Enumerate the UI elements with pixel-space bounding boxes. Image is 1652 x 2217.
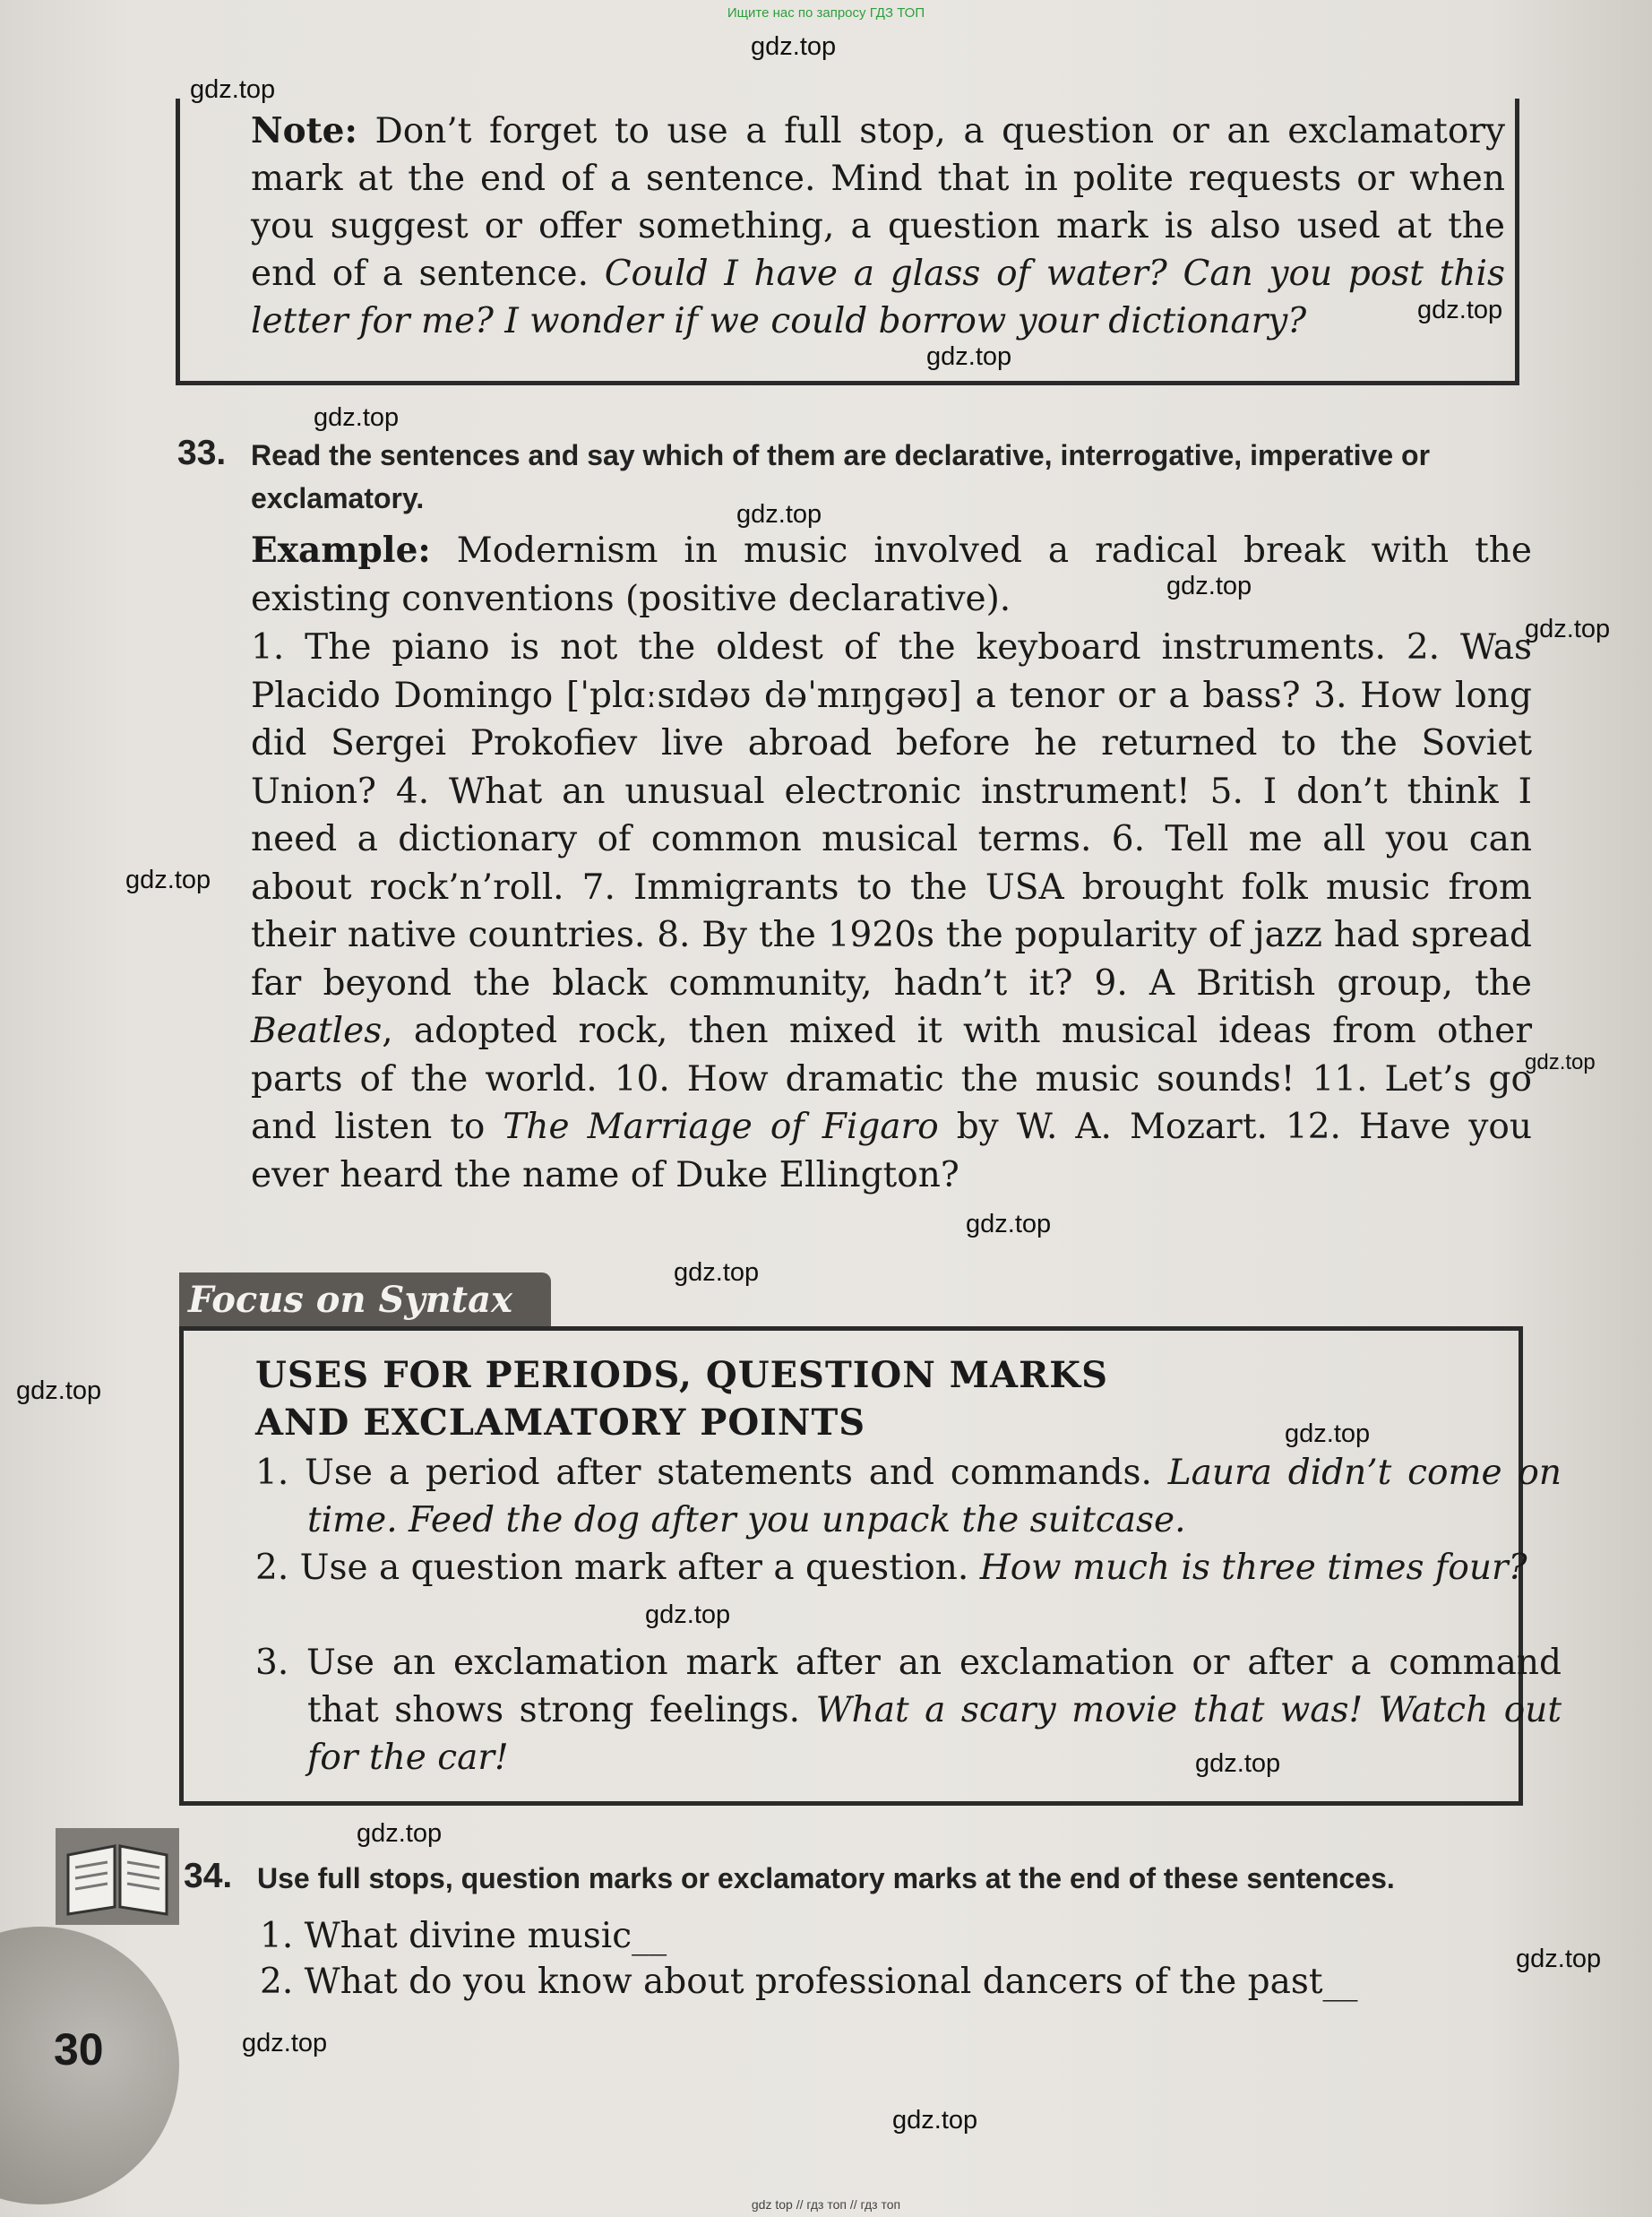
watermark: gdz.top: [736, 500, 822, 529]
exercise-33-title: Read the sentences and say which of them are declarative, interrogative, imperative or exclamatory.: [251, 439, 1431, 514]
example-text: Modernism in music involved a radical break with the existing conventions (positive declarative).: [251, 531, 1532, 619]
watermark: gdz.top: [190, 75, 276, 104]
exercise-33-sentences: [251, 624, 1532, 1199]
watermark: gdz.top: [645, 1600, 731, 1629]
opera-title: The Marriage of Figaro: [503, 1107, 939, 1147]
focus-heading: [255, 1351, 1108, 1446]
watermark: gdz.top: [357, 1819, 443, 1848]
exercise-34-line-2: 2. What do you know about professional dancers of the past__: [260, 1962, 1358, 2002]
focus-item-3-example: What a scary movie that was! Watch out for the car!: [307, 1690, 1562, 1778]
focus-item-2-example: How much is three times four?: [979, 1548, 1527, 1588]
focus-item-3: [255, 1639, 1562, 1781]
focus-item-1-example: Laura didn’t come on time. Feed the dog after you unpack the suitcase.: [307, 1453, 1562, 1540]
focus-item-2-text: 2. Use a question mark after a question.: [255, 1548, 980, 1588]
watermark: gdz.top: [242, 2029, 328, 2057]
sentences-part-3: by W. A. Mozart. 12. Have you ever heard the name of Duke Ellington?: [251, 1107, 1532, 1195]
watermark: gdz.top: [1525, 1050, 1596, 1074]
watermark: gdz.top: [16, 1376, 102, 1405]
note-body: Don’t forget to use a full stop, a question or an exclamatory mark at the end of a sentence. Mind that in polite requests or when you suggest or offer something, a question mark is also used at the end of a sentence.: [251, 111, 1505, 294]
exercise-34-title: Use full stops, question marks or exclamatory marks at the end of these sentences.: [257, 1862, 1395, 1894]
watermark: gdz.top: [1285, 1419, 1371, 1448]
exercise-34-line-1: 1. What divine music__: [260, 1916, 667, 1956]
watermark: gdz.top: [926, 342, 1012, 371]
watermark: gdz.top: [674, 1258, 760, 1287]
watermark: gdz.top: [966, 1210, 1052, 1238]
exercise-34-number: 34.: [184, 1857, 233, 1895]
watermark: gdz.top: [1516, 1945, 1602, 1973]
bottom-banner: gdz top // гдз топ // гдз топ: [751, 2197, 901, 2212]
note-label: Note:: [251, 110, 357, 151]
top-banner: Ищите нас по запросу ГДЗ ТОП: [727, 5, 925, 21]
focus-item-1-text: 1. Use a period after statements and commands.: [255, 1453, 1168, 1493]
focus-heading-line-2: AND EXCLAMATORY POINTS: [255, 1402, 866, 1444]
watermark: gdz.top: [751, 32, 837, 61]
exercise-33-example: [251, 527, 1532, 623]
watermark: gdz.top: [1417, 296, 1503, 324]
sentences-part-2: , adopted rock, then mixed it with musical ideas from other parts of the world. 10. How dramatic the music sounds! 11. Let’s go and listen to: [251, 1011, 1532, 1147]
watermark: gdz.top: [314, 403, 400, 432]
watermark: gdz.top: [125, 866, 211, 894]
focus-item-1: [255, 1449, 1562, 1544]
open-book-icon: [56, 1828, 179, 1925]
note-text: [251, 108, 1505, 345]
watermark: gdz.top: [1195, 1749, 1281, 1778]
focus-on-syntax-tab: Focus on Syntax: [179, 1272, 551, 1328]
example-label: Example:: [251, 530, 431, 571]
beatles-title: Beatles: [251, 1011, 383, 1051]
note-examples: Could I have a glass of water? Can you post this letter for me? I wonder if we could borrow your dictionary?: [251, 254, 1505, 341]
sentences-part-1: 1. The piano is not the oldest of the keyboard instruments. 2. Was Placido Domingo [ˈplɑːsɪdəʊ dəˈmɪŋgəʊ] a tenor or a bass? 3. How long did Sergei Prokofiev live abroad before he returned to the Soviet Union? 4. What an unusual electronic instrument! 5. I don’t think I need a dictionary of common musical terms. 6. Tell me all you can about rock’n’roll. 7. Immigrants to the USA brought folk music from their native countries. 8. By the 1920s the popularity of jazz had spread far beyond the black community, hadn’t it? 9. A British group, the: [251, 627, 1532, 1004]
watermark: gdz.top: [892, 2106, 978, 2135]
focus-item-2: [255, 1544, 1562, 1592]
page-number: 30: [54, 2024, 104, 2075]
watermark: gdz.top: [1166, 572, 1252, 600]
exercise-33-number: 33.: [177, 434, 227, 472]
watermark: gdz.top: [1525, 615, 1611, 643]
focus-heading-line-1: USES FOR PERIODS, QUESTION MARKS: [255, 1354, 1108, 1396]
focus-item-3-text: 3. Use an exclamation mark after an exclamation or after a command that shows strong feelings.: [255, 1643, 1562, 1730]
